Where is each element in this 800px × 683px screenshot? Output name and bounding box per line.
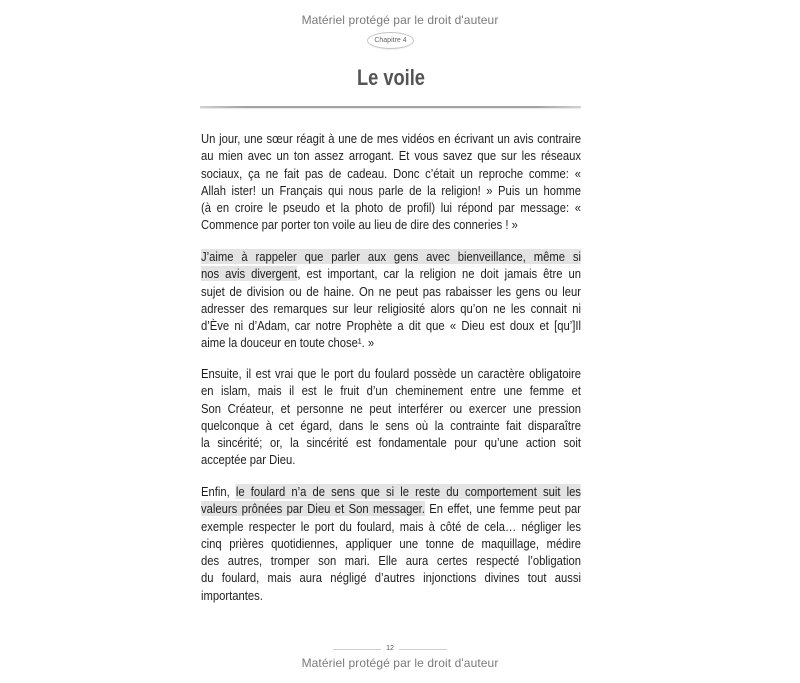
highlighted-passage[interactable]: le foulard n’a de sens que si le reste du comportement suit les (235, 484, 581, 499)
text-line (201, 130, 581, 147)
text-segment: des autres, tromper son mari. Elle aura certes respecté l’obligation (201, 553, 581, 569)
text-line (201, 283, 581, 300)
text-line (201, 365, 581, 382)
text-line (201, 165, 581, 182)
text-line (201, 569, 581, 586)
text-line (201, 434, 581, 451)
text-segment: Un jour, une sœur réagit à une de mes vidéos en écrivant un avis contraire (201, 131, 581, 146)
page-number: 12 (386, 645, 394, 652)
text-segment: Enfin, (201, 484, 236, 499)
text-segment: Commence par porter ton voile au lieu de dire des conneries ! » (201, 217, 518, 233)
paragraph (201, 248, 581, 352)
text-segment: quelconque à cet égard, dans le sens où la contrainte fait disparaître (201, 417, 581, 433)
text-line (201, 216, 581, 233)
text-segment: la sincérité; or, la sincérité est fondamentale pour qu’une action soit (201, 435, 581, 451)
text-line (201, 300, 581, 317)
text-line (201, 382, 581, 399)
text-segment: , est important, car la religion ne doit jamais être un (297, 266, 581, 282)
text-segment: exemple respecter le port du foulard, mais à côté de cela… négliger les (201, 518, 581, 534)
text-segment: aime la douceur en toute chose¹. » (201, 335, 375, 351)
copyright-notice-header: Matériel protégé par le droit d'auteur (301, 13, 499, 27)
text-segment: adresser des remarques sur leur religiosité alors qu’on ne les connait ni (201, 300, 581, 316)
text-segment: Allah ister! un Français qui nous parle de la religion! » Puis un homme (201, 182, 581, 198)
text-line (201, 334, 581, 351)
text-segment: au mien avec un ton assez arrogant. Et vous savez que sur les réseaux (201, 148, 581, 164)
page-number-rule-right (399, 649, 447, 650)
chapter-label: Chapitre 4 (367, 32, 414, 49)
chapter-body (201, 0, 581, 683)
text-line (201, 518, 581, 535)
text-line (201, 265, 581, 282)
paragraph (201, 483, 581, 604)
text-segment: sociaux, ça ne fait pas de cadeau. Donc c’était un reproche comme: « (201, 165, 581, 181)
paragraph (201, 130, 581, 234)
text-segment: du foulard, mais aura négligé d’autres injonctions divines tout aussi (201, 570, 581, 586)
text-segment: En effet, une femme peut par (424, 501, 581, 517)
text-line (201, 587, 581, 604)
text-line (201, 248, 581, 265)
text-line (201, 182, 581, 199)
text-segment: (à en croire le pseudo et la photo de profil) lui répond par message: « (201, 200, 581, 216)
text-line (201, 199, 581, 216)
text-segment: Ensuite, il est vrai que le port du foulard possède un caractère obligatoire (201, 366, 581, 381)
chapter-title: Le voile (356, 65, 425, 90)
paragraph (201, 365, 581, 469)
text-line (201, 147, 581, 164)
highlighted-passage[interactable]: nos avis divergent (201, 266, 298, 282)
text-segment: cinq prières quotidiennes, appliquer une tonne de maquillage, médire (201, 535, 581, 551)
text-segment: en islam, mais il est le fruit d’un cheminement entre une femme et (201, 383, 581, 399)
text-segment: d’Ève ni d’Adam, car notre Prophète a dit que « Dieu est doux et [qu’]Il (201, 318, 581, 334)
text-line (201, 483, 581, 500)
highlighted-passage[interactable]: valeurs prônées par Dieu et Son messager. (201, 501, 425, 517)
copyright-notice-footer: Matériel protégé par le droit d'auteur (301, 656, 499, 670)
text-line (201, 552, 581, 569)
text-line (201, 535, 581, 552)
text-line (201, 451, 581, 468)
text-line (201, 317, 581, 334)
text-line (201, 400, 581, 417)
text-segment: Son Créateur, et personne ne peut interférer ou exercer une pression (201, 400, 581, 416)
text-segment: sujet de division ou de haine. On ne peut pas rabaisser les gens ou leur (201, 283, 581, 299)
text-segment: importantes. (201, 587, 263, 603)
text-line (201, 500, 581, 517)
highlighted-passage[interactable]: J’aime à rappeler que parler aux gens avec bienveillance, même si (201, 249, 581, 264)
text-segment: acceptée par Dieu. (201, 452, 296, 468)
text-line (201, 417, 581, 434)
